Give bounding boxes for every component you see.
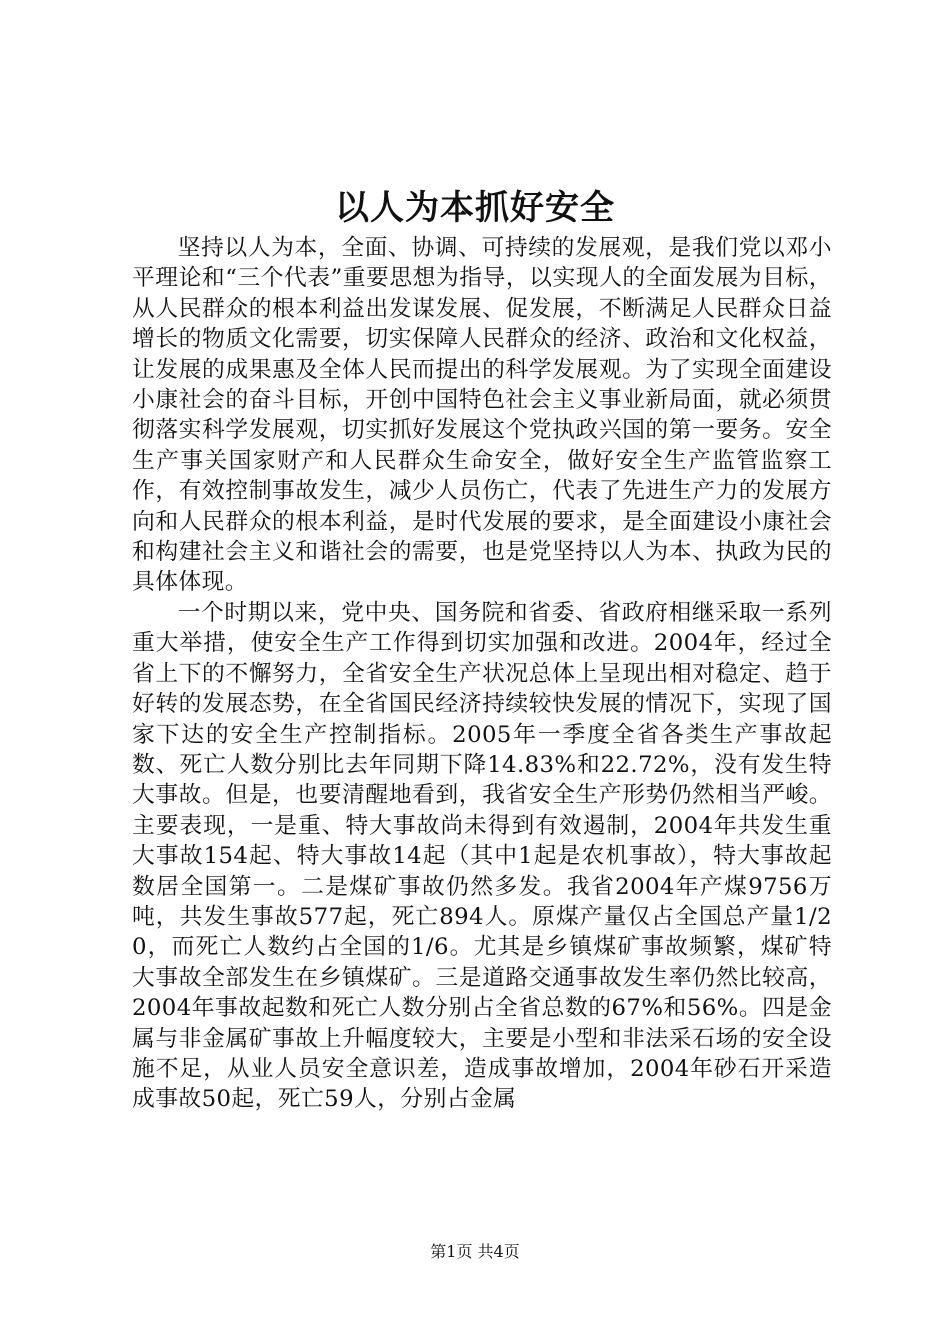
page-number-footer: 第1页 共4页 [430, 1242, 520, 1261]
document-body [132, 233, 832, 1115]
body-paragraph-2: 一个时期以来，党中央、国务院和省委、省政府相继采取一系列重大举措，使安全生产工作得到切实加强和改进。2004年，经过全省上下的不懈努力，全省安全生产状况总体上呈现出相对稳定、趋于好转的发展态势，在全省国民经济持续较快发展的情况下，实现了国家下达的安全生产控制指标。2005年一季度全省各类生产事故起数、死亡人数分别比去年同期下降14.83%和22.72%，没有发生特大事故。但是，也要清醒地看到，我省安全生产形势仍然相当严峻。主要表现，一是重、特大事故尚未得到有效遏制，2004年共发生重大事故154起、特大事故14起（其中1起是农机事故），特大事故起数居全国第一。二是煤矿事故仍然多发。我省2004年产煤9756万吨，共发生事故577起，死亡894人。原煤产量仅占全国总产量1/20，而死亡人数约占全国的1/6。尤其是乡镇煤矿事故频繁，煤矿特大事故全部发生在乡镇煤矿。三是道路交通事故发生率仍然比较高，2004年事故起数和死亡人数分别占全省总数的67%和56%。四是金属与非金属矿事故上升幅度较大，主要是小型和非法采石场的安全设施不足，从业人员安全意识差，造成事故增加，2004年砂石开采造成事故50起，死亡59人，分别占金属 [132, 599, 832, 1113]
body-paragraph-1: 坚持以人为本，全面、协调、可持续的发展观，是我们党以邓小平理论和“三个代表”重要思想为指导，以实现人的全面发展为目标，从人民群众的根本利益出发谋发展、促发展，不断满足人民群众日益增长的物质文化需要，切实保障人民群众的经济、政治和文化权益，让发展的成果惠及全体人民而提出的科学发展观。为了实现全面建设小康社会的奋斗目标，开创中国特色社会主义事业新局面，就必须贯彻落实科学发展观，切实抓好发展这个党执政兴国的第一要务。安全生产事关国家财产和人民群众生命安全，做好安全生产监管监察工作，有效控制事故发生，减少人员伤亡，代表了先进生产力的发展方向和人民群众的根本利益，是时代发展的要求，是全面建设小康社会和构建社会主义和谐社会的需要，也是党坚持以人为本、执政为民的具体体现。 [132, 235, 832, 596]
document-title: 以人为本抓好安全 [335, 188, 615, 228]
